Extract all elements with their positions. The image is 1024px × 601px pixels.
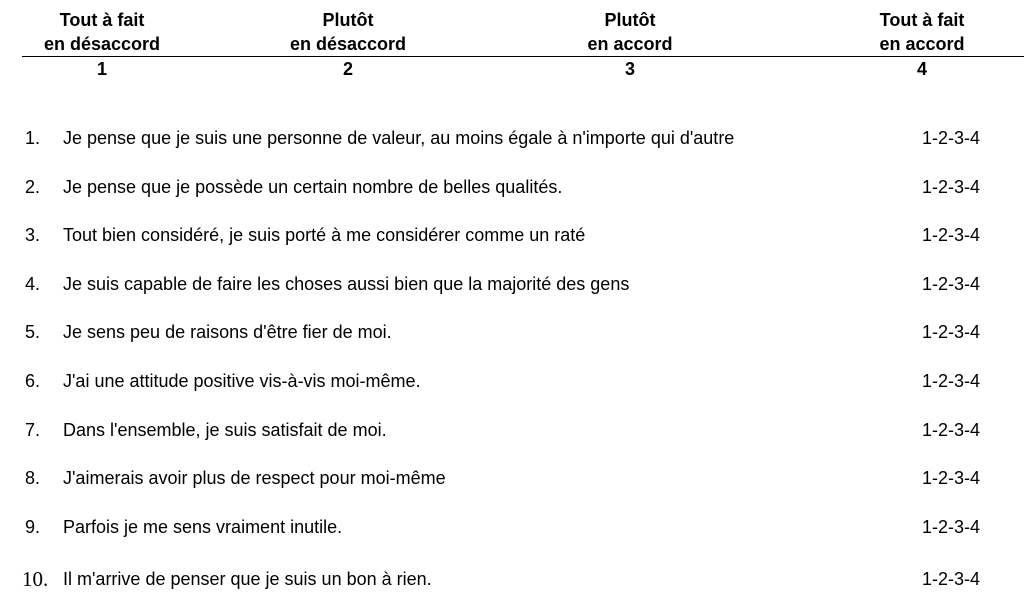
item-scale: 1-2-3-4: [922, 273, 981, 294]
scale-option-3-value: 3: [624, 59, 635, 79]
scale-option-2-label-line1: Plutôt: [322, 10, 374, 30]
item-number: 3.: [25, 225, 41, 245]
questionnaire-item: [0, 412, 1024, 448]
questionnaire-item: [0, 314, 1024, 350]
item-text: Je suis capable de faire les choses aussi bien que la majorité des gens: [63, 273, 630, 294]
item-text: Je sens peu de raisons d'être fier de moi.: [63, 322, 392, 342]
item-text: Parfois je me sens vraiment inutile.: [63, 517, 343, 537]
scale-option-1: [2, 8, 202, 78]
scale-option-3-label-line1: Plutôt: [604, 10, 656, 30]
scale-option-1-label-line1: Tout à fait: [59, 10, 145, 30]
item-number: 4.: [25, 273, 41, 294]
scale-option-1-label-line2: en désaccord: [43, 34, 161, 54]
response-scale-header: [0, 0, 1024, 82]
questionnaire-item: [0, 363, 1024, 399]
item-scale: 1-2-3-4: [922, 420, 981, 440]
scale-divider-line: [22, 56, 1024, 57]
item-scale: 1-2-3-4: [922, 371, 981, 391]
item-number: 8.: [25, 468, 41, 488]
questionnaire-item: [0, 509, 1024, 545]
questionnaire-item: [0, 266, 1024, 302]
scale-option-4-label-line1: Tout à fait: [879, 10, 965, 30]
scale-option-4-label-line2: en accord: [879, 34, 965, 54]
questionnaire-item: [0, 169, 1024, 205]
item-number: 10.: [22, 567, 49, 591]
item-number: 1.: [25, 128, 41, 148]
item-number: 2.: [25, 176, 41, 197]
item-text: Il m'arrive de penser que je suis un bon à rien.: [63, 569, 432, 589]
item-text: Dans l'ensemble, je suis satisfait de moi.: [63, 420, 387, 440]
scale-option-2-label-line2: en désaccord: [289, 34, 407, 54]
scale-option-1-value: 1: [96, 59, 107, 79]
item-number: 7.: [25, 420, 41, 440]
item-text: Je pense que je suis une personne de valeur, au moins égale à n'importe qui d'autre: [63, 128, 735, 148]
scale-option-2: [248, 8, 448, 78]
item-scale: 1-2-3-4: [922, 225, 981, 245]
item-number: 9.: [25, 517, 41, 537]
item-scale: 1-2-3-4: [922, 322, 981, 342]
item-number: 5.: [25, 322, 41, 342]
scale-option-3-label-line2: en accord: [587, 34, 673, 54]
scale-option-4: [822, 8, 1022, 78]
questionnaire-item: [0, 120, 1024, 156]
scale-option-2-value: 2: [342, 59, 353, 79]
scale-option-4-value: 4: [916, 59, 927, 79]
item-text: Tout bien considéré, je suis porté à me considérer comme un raté: [63, 225, 586, 245]
item-scale: 1-2-3-4: [922, 569, 981, 589]
questionnaire-item: [0, 217, 1024, 253]
item-scale: 1-2-3-4: [922, 468, 981, 488]
item-scale: 1-2-3-4: [922, 128, 981, 148]
questionnaire-item: [0, 561, 1024, 597]
item-scale: 1-2-3-4: [922, 517, 981, 537]
item-text: J'ai une attitude positive vis-à-vis moi-même.: [63, 371, 421, 391]
item-text: J'aimerais avoir plus de respect pour moi-même: [63, 468, 446, 488]
questionnaire-item: [0, 460, 1024, 496]
item-number: 6.: [25, 371, 41, 391]
item-text: Je pense que je possède un certain nombre de belles qualités.: [63, 176, 563, 197]
scale-option-3: [530, 8, 730, 78]
item-scale: 1-2-3-4: [922, 176, 981, 197]
